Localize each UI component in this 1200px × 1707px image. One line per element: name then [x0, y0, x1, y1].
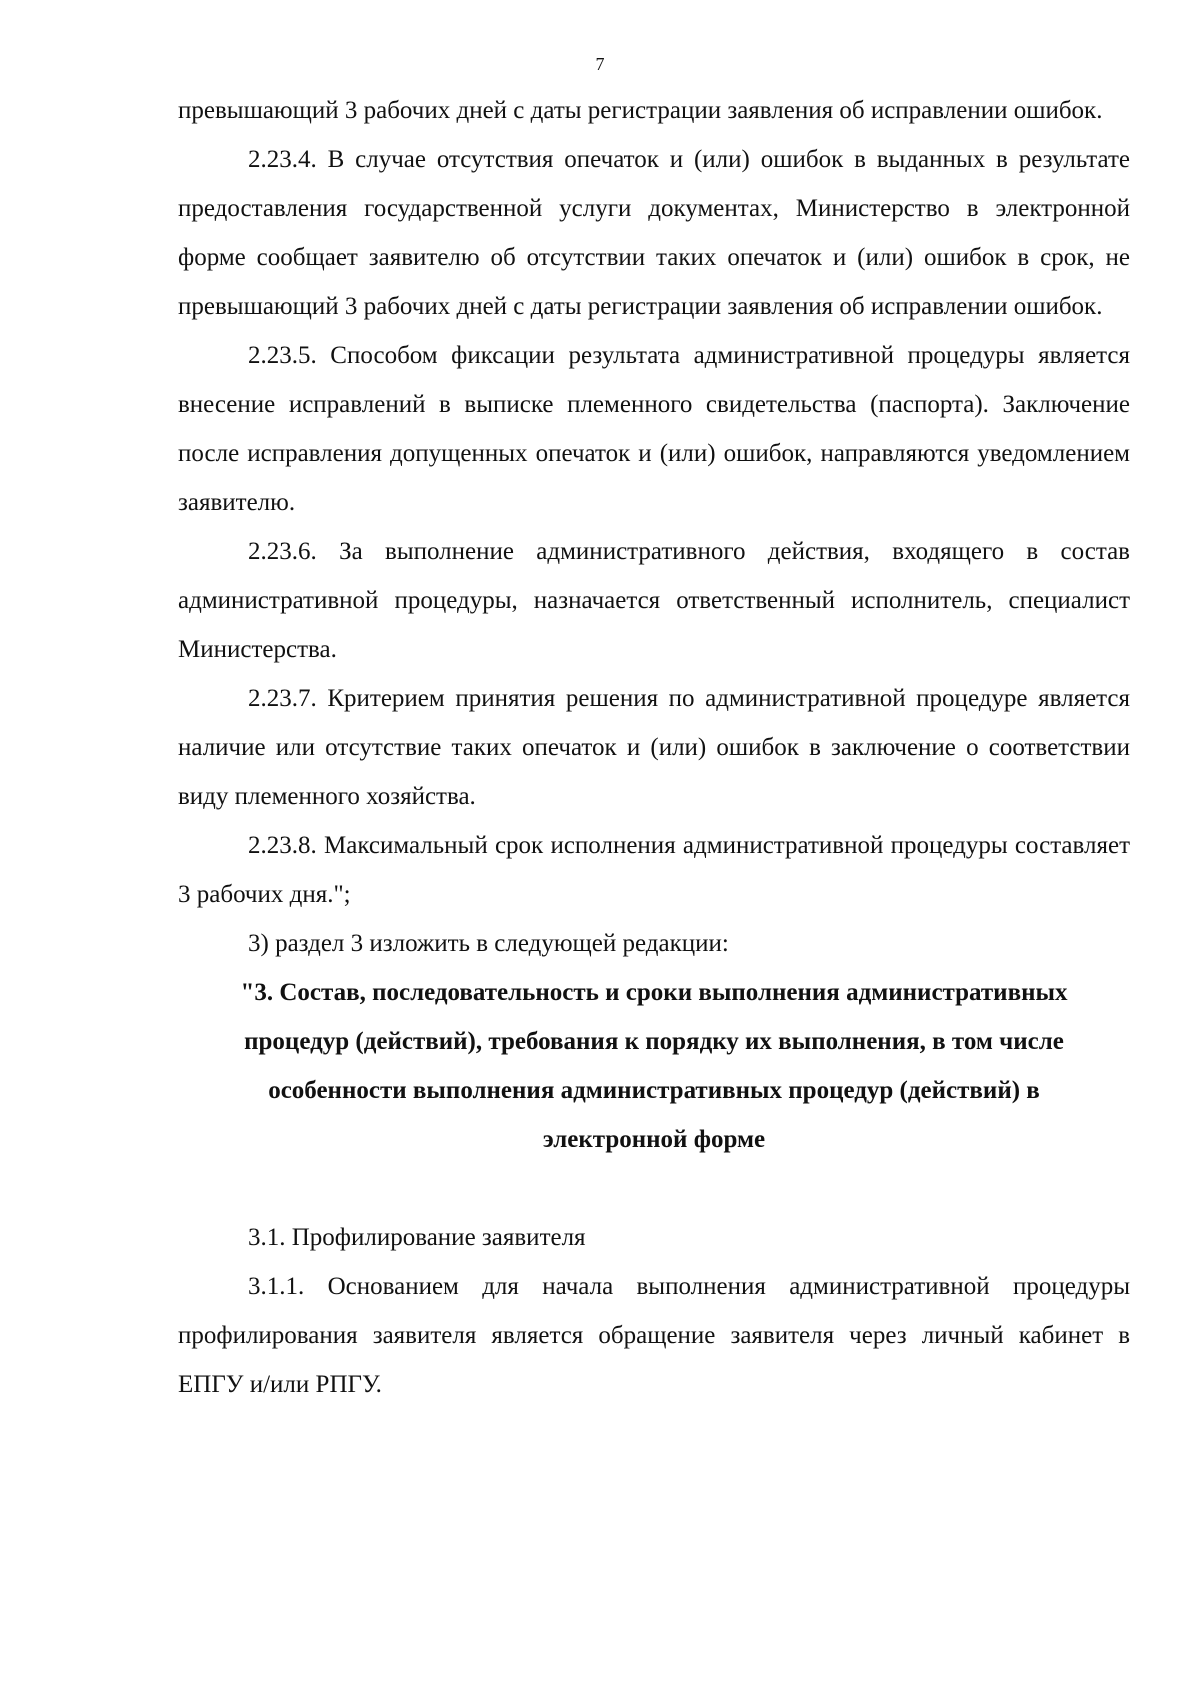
paragraph-2-23-8: 2.23.8. Максимальный срок исполнения административной процедуры составляет 3 рабочих дня.";: [178, 832, 1130, 908]
spacer: [178, 1164, 1130, 1213]
paragraph-2-23-6: 2.23.6. За выполнение административного действия, входящего в состав административной процедуры, назначается ответственный исполнитель, специалист Министерства.: [178, 538, 1130, 663]
section-3-heading: "3. Состав, последовательность и сроки выполнения административных процедур (действий), требования к порядку их выполнения, в том числе особенности выполнения административных процедур (действий) в электронной форме: [240, 979, 1068, 1153]
paragraph-3-1-1: 3.1.1. Основанием для начала выполнения административной процедуры профилирования заявителя является обращение заявителя через личный кабинет в ЕПГУ и/или РПГУ.: [178, 1273, 1130, 1398]
subsection-3-1-title: 3.1. Профилирование заявителя: [248, 1224, 586, 1251]
paragraph-section-3-instruction: 3) раздел 3 изложить в следующей редакции:: [248, 930, 729, 957]
paragraph-2-23-7: 2.23.7. Критерием принятия решения по административной процедуре является наличие или отсутствие таких опечаток и (или) ошибок в заключение о соответствии виду племенного хозяйства.: [178, 685, 1130, 810]
paragraph-continuation: превышающий 3 рабочих дней с даты регистрации заявления об исправлении ошибок.: [178, 97, 1103, 124]
document-body: [178, 86, 1130, 1409]
page-number: 7: [595, 54, 605, 74]
paragraph-2-23-4: 2.23.4. В случае отсутствия опечаток и (или) ошибок в выданных в результате предоставления государственной услуги документах, Министерство в электронной форме сообщает заявителю об отсутствии таких опечаток и (или) ошибок в срок, не превышающий 3 рабочих дней с даты регистрации заявления об исправлении ошибок.: [178, 146, 1130, 320]
paragraph-2-23-5: 2.23.5. Способом фиксации результата административной процедуры является внесение исправлений в выписке племенного свидетельства (паспорта). Заключение после исправления допущенных опечаток и (или) ошибок, направляются уведомлением заявителю.: [178, 342, 1130, 516]
